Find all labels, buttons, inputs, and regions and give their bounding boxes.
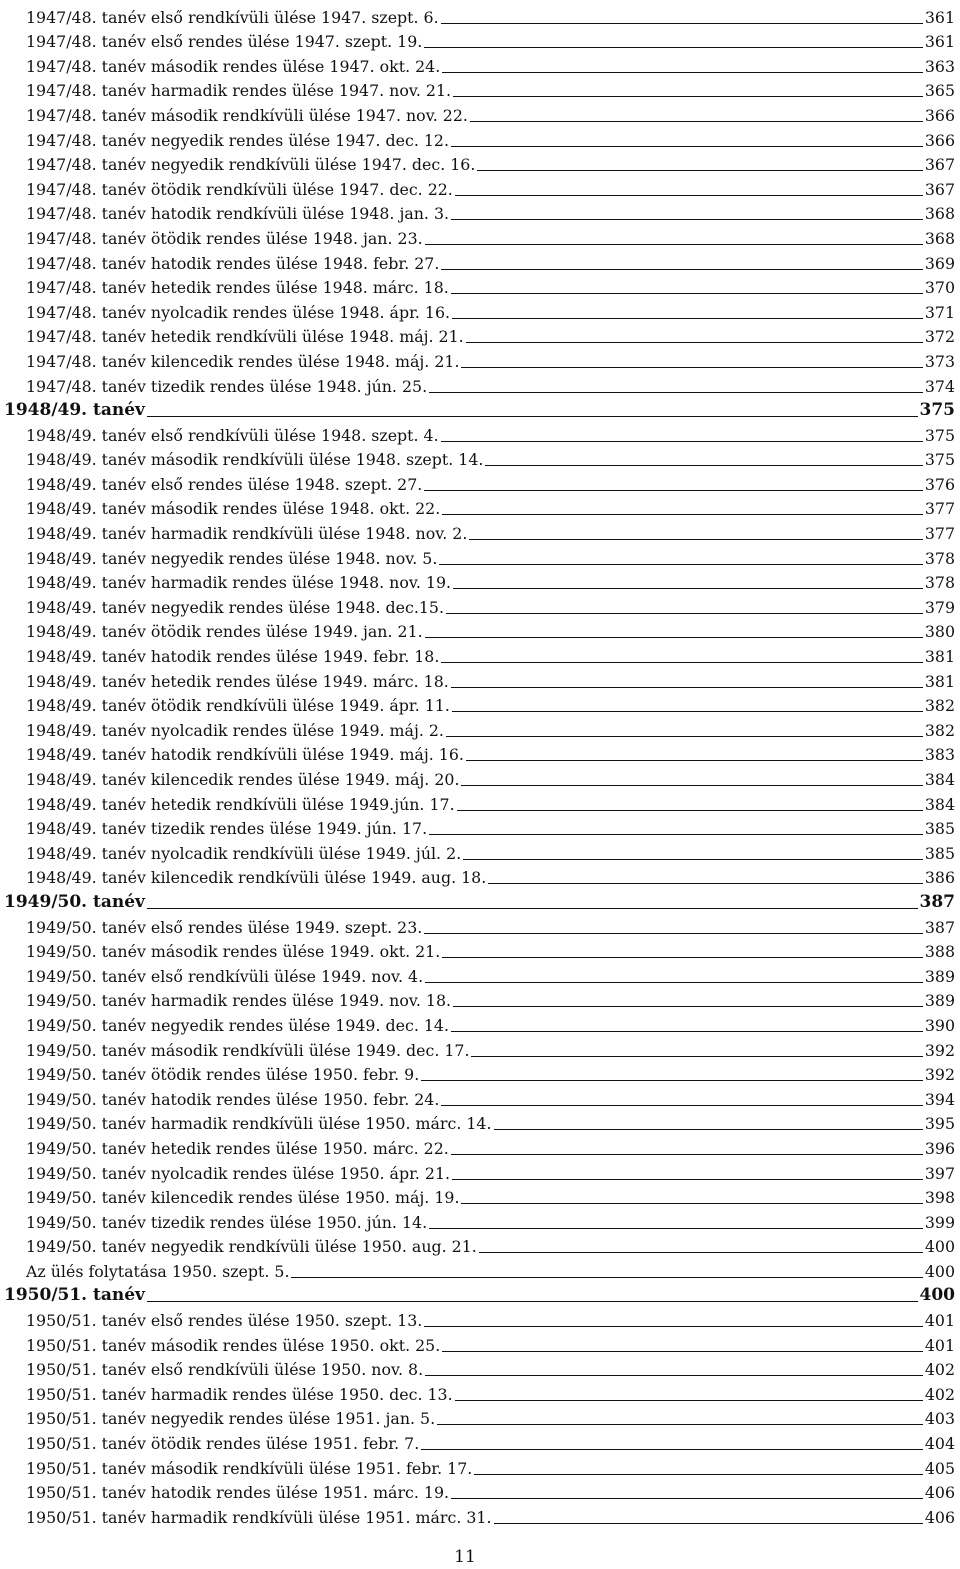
toc-leader-line	[455, 1400, 923, 1401]
toc-entry[interactable]	[0, 1062, 960, 1087]
toc-entry[interactable]	[0, 201, 960, 226]
toc-entry-title: 1950/51. tanév első rendkívüli ülése 1950. nov. 8.	[26, 1360, 424, 1380]
toc-entry-title: 1948/49. tanév negyedik rendes ülése 1948. nov. 5.	[26, 548, 438, 568]
toc-entry-page: 365	[924, 81, 955, 101]
toc-entry[interactable]	[0, 1086, 960, 1111]
toc-entry-title: 1948/49. tanév ötödik rendes ülése 1949. jan. 21.	[26, 622, 423, 642]
toc-entry[interactable]	[0, 1381, 960, 1406]
toc-entry-title: 1949/50. tanév második rendes ülése 1949. okt. 21.	[26, 942, 441, 962]
toc-leader-line	[474, 1474, 923, 1475]
toc-entry[interactable]	[0, 1430, 960, 1455]
toc-leader-line	[429, 834, 923, 835]
toc-entry[interactable]	[0, 1480, 960, 1505]
toc-entry-title: 1949/50. tanév hatodik rendes ülése 1950. febr. 24.	[26, 1089, 440, 1109]
toc-entry[interactable]	[0, 1406, 960, 1431]
toc-entry-title: 1948/49. tanév nyolcadik rendkívüli ülése 1949. júl. 2.	[26, 843, 462, 863]
toc-entry-page: 401	[924, 1335, 955, 1355]
toc-leader-line	[451, 1498, 923, 1499]
toc-entry-title: 1950/51. tanév első rendes ülése 1950. szept. 13.	[26, 1311, 423, 1331]
toc-entry[interactable]	[0, 988, 960, 1013]
toc-entry-title: 1947/48. tanév első rendes ülése 1947. szept. 19.	[26, 32, 423, 52]
toc-leader-line	[451, 687, 923, 688]
toc-entry-title: 1949/50. tanév	[4, 891, 145, 912]
toc-leader-line	[425, 982, 923, 983]
toc-entry[interactable]	[0, 496, 960, 521]
toc-entry[interactable]	[0, 299, 960, 324]
toc-leader-line	[441, 1105, 922, 1106]
toc-entry-title: 1949/50. tanév nyolcadik rendes ülése 1950. ápr. 21.	[26, 1163, 451, 1183]
toc-entry-page: 361	[924, 7, 955, 27]
toc-leader-line	[452, 1179, 923, 1180]
toc-leader-line	[439, 564, 922, 565]
toc-entry-page: 374	[924, 376, 955, 396]
toc-entry[interactable]	[0, 1160, 960, 1185]
toc-leader-line	[494, 1129, 923, 1130]
toc-entry-page: 383	[924, 745, 955, 765]
toc-entry[interactable]	[0, 742, 960, 767]
toc-entry[interactable]	[0, 324, 960, 349]
toc-entry-page: 397	[924, 1163, 955, 1183]
toc-entry-page: 366	[924, 105, 955, 125]
toc-leader-line	[441, 662, 922, 663]
toc-entry[interactable]	[0, 53, 960, 78]
toc-leader-line	[442, 957, 923, 958]
toc-leader-line	[429, 392, 923, 393]
toc-entry-title: 1948/49. tanév ötödik rendkívüli ülése 1949. ápr. 11.	[26, 696, 450, 716]
toc-entry-page: 382	[924, 696, 955, 716]
toc-leader-line	[477, 170, 922, 171]
toc-entry[interactable]	[0, 643, 960, 668]
toc-entry[interactable]	[0, 102, 960, 127]
toc-leader-line	[488, 883, 923, 884]
toc-entry-title: 1949/50. tanév ötödik rendes ülése 1950. febr. 9.	[26, 1065, 420, 1085]
toc-entry-title: 1949/50. tanév első rendkívüli ülése 1949. nov. 4.	[26, 966, 424, 986]
toc-entry-title: 1950/51. tanév harmadik rendkívüli ülése 1951. márc. 31.	[26, 1507, 492, 1527]
toc-leader-line	[455, 195, 923, 196]
toc-entry[interactable]	[0, 1234, 960, 1259]
toc-entry-page: 404	[924, 1434, 955, 1454]
toc-entry-page: 406	[924, 1507, 955, 1527]
toc-entry-title: 1948/49. tanév kilencedik rendkívüli ülése 1949. aug. 18.	[26, 868, 487, 888]
toc-leader-line	[461, 785, 922, 786]
toc-leader-line	[452, 711, 923, 712]
toc-entry-title: 1949/50. tanév tizedik rendes ülése 1950. jún. 14.	[26, 1212, 428, 1232]
toc-entry[interactable]	[0, 791, 960, 816]
toc-entry-page: 377	[924, 499, 955, 519]
toc-entry-title: 1947/48. tanév hatodik rendes ülése 1948. febr. 27.	[26, 253, 440, 273]
toc-leader-line	[147, 416, 918, 417]
toc-entry-page: 405	[924, 1458, 955, 1478]
toc-entry[interactable]	[0, 1185, 960, 1210]
toc-entry[interactable]	[0, 348, 960, 373]
toc-entry-page: 392	[924, 1065, 955, 1085]
toc-entry-title: 1950/51. tanév ötödik rendes ülése 1951. febr. 7.	[26, 1434, 420, 1454]
toc-entry[interactable]	[0, 963, 960, 988]
toc-entry[interactable]	[0, 1332, 960, 1357]
toc-entry-title: 1948/49. tanév harmadik rendkívüli ülése 1948. nov. 2.	[26, 524, 468, 544]
toc-entry-page: 390	[924, 1015, 955, 1035]
toc-entry-page: 378	[924, 548, 955, 568]
toc-entry[interactable]	[0, 422, 960, 447]
toc-leader-line	[452, 318, 923, 319]
toc-entry-title: 1947/48. tanév harmadik rendes ülése 1947. nov. 21.	[26, 81, 452, 101]
toc-entry-title: 1948/49. tanév nyolcadik rendes ülése 1949. máj. 2.	[26, 720, 444, 740]
toc-entry[interactable]	[0, 1455, 960, 1480]
toc-entry-title: 1949/50. tanév kilencedik rendes ülése 1950. máj. 19.	[26, 1188, 460, 1208]
toc-leader-line	[451, 146, 923, 147]
toc-entry-page: 387	[924, 917, 955, 937]
toc-entry-page: 394	[924, 1089, 955, 1109]
toc-entry-page: 372	[924, 327, 955, 347]
toc-entry[interactable]	[0, 1135, 960, 1160]
toc-entry[interactable]	[0, 1209, 960, 1234]
toc-entry-title: 1948/49. tanév hatodik rendes ülése 1949. febr. 18.	[26, 647, 440, 667]
toc-entry-page: 392	[924, 1040, 955, 1060]
toc-entry-page: 389	[924, 966, 955, 986]
toc-entry-title: 1948/49. tanév első rendkívüli ülése 1948. szept. 4.	[26, 425, 439, 445]
toc-leader-line	[461, 367, 922, 368]
toc-entry[interactable]	[0, 545, 960, 570]
toc-leader-line	[470, 121, 923, 122]
toc-leader-line	[451, 1031, 923, 1032]
toc-entry-title: 1948/49. tanév	[4, 400, 145, 421]
toc-leader-line	[442, 514, 923, 515]
page-number: 11	[454, 1547, 476, 1567]
toc-entry-title: 1948/49. tanév hetedik rendes ülése 1949. márc. 18.	[26, 671, 449, 691]
toc-entry[interactable]	[0, 127, 960, 152]
toc-leader-line	[425, 244, 923, 245]
toc-entry-title: 1949/50. tanév harmadik rendkívüli ülése 1950. márc. 14.	[26, 1114, 492, 1134]
toc-entry-title: 1947/48. tanév negyedik rendes ülése 1947. dec. 12.	[26, 130, 449, 150]
toc-leader-line	[437, 1424, 923, 1425]
toc-entry[interactable]	[0, 766, 960, 791]
toc-entry-title: 1950/51. tanév második rendes ülése 1950. okt. 25.	[26, 1335, 441, 1355]
toc-entry[interactable]	[0, 275, 960, 300]
toc-entry[interactable]	[0, 4, 960, 29]
toc-entry-page: 395	[924, 1114, 955, 1134]
toc-leader-line	[451, 293, 923, 294]
toc-leader-line	[457, 810, 923, 811]
toc-entry-page: 400	[919, 1285, 955, 1306]
toc-entry-page: 402	[924, 1384, 955, 1404]
toc-entry-title: 1947/48. tanév első rendkívüli ülése 1947. szept. 6.	[26, 7, 439, 27]
toc-entry[interactable]	[0, 1504, 960, 1529]
toc-entry-page: 402	[924, 1360, 955, 1380]
toc-entry-title: 1947/48. tanév kilencedik rendes ülése 1948. máj. 21.	[26, 351, 460, 371]
toc-entry-page: 403	[924, 1409, 955, 1429]
toc-entry-page: 400	[924, 1261, 955, 1281]
toc-entry-title: 1947/48. tanév második rendes ülése 1947. okt. 24.	[26, 56, 441, 76]
toc-leader-line	[461, 1203, 922, 1204]
toc-leader-line	[466, 760, 923, 761]
toc-entry[interactable]	[0, 471, 960, 496]
toc-entry-page: 389	[924, 991, 955, 1011]
toc-entry-page: 363	[924, 56, 955, 76]
toc-entry[interactable]	[0, 570, 960, 595]
toc-entry[interactable]	[0, 373, 960, 398]
toc-leader-line	[147, 908, 918, 909]
toc-entry[interactable]	[0, 619, 960, 644]
toc-entry[interactable]	[0, 29, 960, 54]
toc-entry[interactable]	[0, 152, 960, 177]
toc-entry-page: 366	[924, 130, 955, 150]
toc-entry[interactable]	[0, 225, 960, 250]
toc-leader-line	[424, 933, 923, 934]
toc-entry-page: 361	[924, 32, 955, 52]
toc-entry-page: 406	[924, 1483, 955, 1503]
toc-entry[interactable]	[0, 816, 960, 841]
toc-entry-title: 1947/48. tanév hetedik rendes ülése 1948. márc. 18.	[26, 278, 449, 298]
toc-entry[interactable]	[0, 668, 960, 693]
toc-entry-page: 400	[924, 1237, 955, 1257]
toc-entry[interactable]	[0, 176, 960, 201]
toc-leader-line	[442, 1351, 923, 1352]
toc-entry-page: 369	[924, 253, 955, 273]
toc-entry-title: 1950/51. tanév hatodik rendes ülése 1951. márc. 19.	[26, 1483, 450, 1503]
toc-leader-line	[479, 1252, 923, 1253]
toc-entry-title: 1949/50. tanév harmadik rendes ülése 1949. nov. 18.	[26, 991, 452, 1011]
toc-entry[interactable]	[0, 865, 960, 890]
toc-entry-title: 1948/49. tanév hetedik rendkívüli ülése 1949.jún. 17.	[26, 794, 455, 814]
toc-entry-title: 1949/50. tanév negyedik rendes ülése 1949. dec. 14.	[26, 1015, 449, 1035]
toc-entry-title: 1948/49. tanév második rendes ülése 1948. okt. 22.	[26, 499, 441, 519]
toc-entry-page: 386	[924, 868, 955, 888]
toc-leader-line	[453, 96, 923, 97]
toc-entry[interactable]	[0, 520, 960, 545]
toc-entry-page: 381	[924, 647, 955, 667]
toc-leader-line	[451, 1154, 923, 1155]
toc-leader-line	[421, 1449, 923, 1450]
toc-entry-page: 368	[924, 228, 955, 248]
toc-entry-title: 1949/50. tanév hetedik rendes ülése 1950. márc. 22.	[26, 1138, 449, 1158]
toc-entry[interactable]	[0, 717, 960, 742]
toc-entry-title: 1949/50. tanév első rendes ülése 1949. szept. 23.	[26, 917, 423, 937]
toc-entry-title: 1948/49. tanév harmadik rendes ülése 1948. nov. 19.	[26, 573, 452, 593]
toc-entry[interactable]	[0, 447, 960, 472]
toc-section-heading[interactable]	[0, 889, 960, 914]
toc-leader-line	[429, 1228, 923, 1229]
toc-entry-title: 1947/48. tanév ötödik rendes ülése 1948. jan. 23.	[26, 228, 423, 248]
toc-entry-page: 380	[924, 622, 955, 642]
toc-entry-page: 398	[924, 1188, 955, 1208]
toc-leader-line	[446, 736, 923, 737]
toc-entry-title: 1948/49. tanév negyedik rendes ülése 1948. dec.15.	[26, 597, 444, 617]
toc-entry-title: 1950/51. tanév	[4, 1285, 145, 1306]
toc-entry[interactable]	[0, 594, 960, 619]
toc-entry[interactable]	[0, 914, 960, 939]
toc-leader-line	[466, 342, 923, 343]
toc-entry[interactable]	[0, 250, 960, 275]
toc-entry-title: 1947/48. tanév hatodik rendkívüli ülése 1948. jan. 3.	[26, 204, 450, 224]
toc-entry[interactable]	[0, 1012, 960, 1037]
toc-entry[interactable]	[0, 693, 960, 718]
toc-entry-page: 381	[924, 671, 955, 691]
toc-entry-page: 385	[924, 819, 955, 839]
toc-leader-line	[442, 72, 923, 73]
toc-entry-page: 375	[924, 425, 955, 445]
toc-entry-title: 1947/48. tanév ötödik rendkívüli ülése 1947. dec. 22.	[26, 179, 453, 199]
toc-entry[interactable]	[0, 1357, 960, 1382]
toc-entry-title: 1948/49. tanév második rendkívüli ülése 1948. szept. 14.	[26, 450, 484, 470]
toc-entry-page: 384	[924, 794, 955, 814]
toc-leader-line	[424, 1326, 923, 1327]
toc-entry-title: 1949/50. tanév második rendkívüli ülése 1949. dec. 17.	[26, 1040, 470, 1060]
toc-entry-title: 1949/50. tanév negyedik rendkívüli ülése 1950. aug. 21.	[26, 1237, 477, 1257]
toc-entry-page: 370	[924, 278, 955, 298]
toc-entry-page: 379	[924, 597, 955, 617]
toc-leader-line	[424, 47, 923, 48]
toc-leader-line	[453, 1006, 923, 1007]
toc-entry-page: 377	[924, 524, 955, 544]
toc-entry-page: 399	[924, 1212, 955, 1232]
toc-entry-page: 384	[924, 770, 955, 789]
toc-entry-page: 378	[924, 573, 955, 593]
toc-leader-line	[291, 1277, 922, 1278]
toc-entry-page: 367	[924, 179, 955, 199]
toc-entry-title: 1947/48. tanév hetedik rendkívüli ülése 1948. máj. 21.	[26, 327, 464, 347]
toc-leader-line	[451, 219, 923, 220]
toc-leader-line	[425, 637, 923, 638]
toc-entry-title: 1947/48. tanév nyolcadik rendes ülése 1948. ápr. 16.	[26, 302, 451, 322]
toc-leader-line	[471, 1056, 922, 1057]
toc-entry-page: 382	[924, 720, 955, 740]
toc-leader-line	[469, 539, 922, 540]
toc-entry[interactable]	[0, 939, 960, 964]
toc-entry-title: 1950/51. tanév harmadik rendes ülése 1950. dec. 13.	[26, 1384, 453, 1404]
toc-entry[interactable]	[0, 1258, 960, 1283]
toc-entry-page: 367	[924, 155, 955, 175]
toc-entry-page: 371	[924, 302, 955, 322]
toc-leader-line	[441, 441, 923, 442]
toc-entry-page: 396	[924, 1138, 955, 1158]
toc-entry-title: 1950/51. tanév második rendkívüli ülése 1951. febr. 17.	[26, 1458, 473, 1478]
toc-leader-line	[441, 23, 923, 24]
toc-entry-page: 376	[924, 474, 955, 494]
toc-leader-line	[421, 1080, 923, 1081]
toc-entry[interactable]	[0, 1111, 960, 1136]
toc-entry-title: 1948/49. tanév első rendes ülése 1948. szept. 27.	[26, 474, 423, 494]
toc-entry-page: 385	[924, 843, 955, 863]
toc-entry-title: 1948/49. tanév hatodik rendkívüli ülése 1949. máj. 16.	[26, 745, 464, 765]
toc-leader-line	[441, 269, 922, 270]
toc-section-heading[interactable]	[0, 398, 960, 423]
toc-entry-title: 1947/48. tanév második rendkívüli ülése 1947. nov. 22.	[26, 105, 468, 125]
toc-leader-line	[485, 465, 922, 466]
toc-leader-line	[453, 588, 923, 589]
toc-entry-title: 1947/48. tanév tizedik rendes ülése 1948. jún. 25.	[26, 376, 428, 396]
toc-entry-page: 375	[924, 450, 955, 470]
toc-entry-page: 368	[924, 204, 955, 224]
toc-leader-line	[424, 490, 923, 491]
toc-leader-line	[446, 613, 923, 614]
toc-entry[interactable]	[0, 78, 960, 103]
toc-leader-line	[494, 1523, 923, 1524]
toc-entry-page: 401	[924, 1311, 955, 1331]
toc-leader-line	[463, 859, 923, 860]
toc-entry-title: 1950/51. tanév negyedik rendes ülése 1951. jan. 5.	[26, 1409, 436, 1429]
toc-entry-page: 375	[919, 400, 955, 421]
toc-section-heading[interactable]	[0, 1283, 960, 1308]
toc-entry-page: 373	[924, 351, 955, 371]
toc-leader-line	[147, 1301, 918, 1302]
toc-entry-page: 387	[919, 891, 955, 912]
toc-entry[interactable]	[0, 1037, 960, 1062]
toc-entry[interactable]	[0, 840, 960, 865]
toc-entry-title: 1948/49. tanév tizedik rendes ülése 1949. jún. 17.	[26, 819, 428, 839]
toc-entry-title: 1948/49. tanév kilencedik rendes ülése 1949. máj. 20.	[26, 770, 460, 789]
toc-entry-title: 1947/48. tanév negyedik rendkívüli ülése 1947. dec. 16.	[26, 155, 476, 175]
toc-leader-line	[425, 1375, 923, 1376]
toc-entry[interactable]	[0, 1307, 960, 1332]
toc-entry-title: Az ülés folytatása 1950. szept. 5.	[26, 1261, 290, 1281]
toc-entry-page: 388	[924, 942, 955, 962]
